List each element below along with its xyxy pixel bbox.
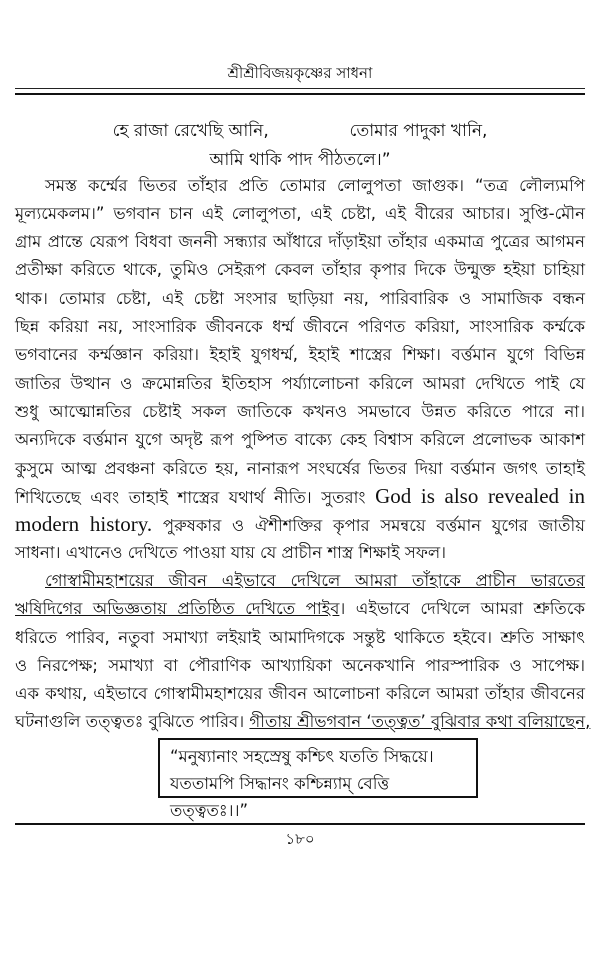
verse-part-2: তোমার পাদুকা খানি, (349, 121, 488, 141)
body-text: ঘটনাগুলি তত্ত্বতঃ বুঝিতে পারিব। (15, 712, 245, 731)
body-line: ধরিতে পারিব, নতুবা সমাখ্যা লইয়াই আমাদিগকে সন্তুষ্ট থাকিতে হইবে। শ্রুতি সাক্ষাৎ (15, 628, 585, 647)
body-line: ছিন্ন করিয়া নয়, সাংসারিক জীবনকে ধর্ম্ম জীবনে পরিণত করিয়া, সাংসারিক কর্ম্মকে (15, 317, 585, 336)
body-line: জাতির উত্থান ও ক্রমোন্নতির ইতিহাস পর্য্যালোচনা করিলে আমরা দেখিতে পাই যে (15, 374, 585, 393)
body-line: প্রতীক্ষা করিতে থাকে, তুমিও সেইরূপ কেবল তাঁহার কৃপার দিকে উন্মুক্ত হইয়া চাহিয়া (15, 260, 585, 279)
body-line (15, 711, 591, 733)
quote-box (158, 738, 478, 820)
header-rule (15, 88, 585, 89)
verse-line-1 (0, 118, 600, 146)
body-line: সমস্ত কর্ম্মের ভিতর তাঁহার প্রতি তোমার লোলুপতা জাগুক। “তত্র লৌল্যমপি (45, 176, 585, 195)
page-number: ১৮০ (285, 830, 315, 848)
body-line (15, 485, 585, 509)
body-line: সাধনা। এখানেও দেখিতে পাওয়া যায় যে প্রাচীন শাস্ত্র শিক্ষাই সফল। (15, 543, 447, 562)
verse-part-1: হে রাজা রেখেছি আনি, (112, 121, 269, 141)
running-header: শ্রীশ্রীবিজয়কৃষ্ণের সাধনা (227, 64, 373, 82)
body-line: গ্রাম প্রান্তে যেরূপ বিধবা জননী সন্ধ্যার আঁধারে দাঁড়াইয়া তাঁহার একমাত্র পুত্রের আগমন (15, 232, 585, 251)
underlined-text: ঋষিদিগের অভিজ্ঞতায় প্রতিষ্ঠিত দেখিতে পাইব (15, 599, 340, 618)
english-text: modern history. (15, 512, 153, 536)
underlined-text: গোস্বামীমহাশয়ের জীবন এইভাবে দেখিলে আমরা তাঁহাকে প্রাচীন ভারতের (45, 571, 585, 590)
body-text: শিখিতেছে এবং তাহাই শাস্ত্রের যথার্থ নীতি। সুতরাং (15, 488, 366, 507)
body-line: অন্যদিকে বর্ত্তমান যুগে অদৃষ্ট রূপ পুষ্পিত বাক্যে কেহ বিশ্বাস করিলে প্রলোভক আকাশ (15, 430, 585, 449)
body-line: কুসুমে আত্ম প্রবঞ্চনা করিতে হয়, নানারূপ সংঘর্ষের ভিতর দিয়া বর্ত্তমান জগৎ তাহাই (15, 459, 585, 478)
verse-line-2: আমি থাকি পাদ পীঠতলে।” (209, 150, 391, 170)
footer-rule (15, 823, 585, 825)
body-line: মূল্যমেকলম।” ভগবান চান এই লোলুপতা, এই চেষ্টা, এই বীরের আচার। সুপ্তি-মৌন (15, 204, 585, 223)
underlined-text: গীতায় শ্রীভগবান ‘তত্ত্বত’ বুঝিবার কথা বলিয়াছেন, (249, 712, 591, 731)
body-line: ভগবানের কর্ম্মজ্ঞান করিয়া। ইহাই যুগধর্ম্ম, ইহাই শাস্ত্রের শিক্ষা। বর্ত্তমান যুগে বিভিন্ন (15, 345, 585, 364)
quote-line-2: যততামপি সিদ্ধানং কশ্চিন্ন্যাম্ বেত্তি তত্ত্বতঃ।।” (170, 774, 390, 820)
body-text: । এইভাবে দেখিলে আমরা শ্রুতিকে (339, 599, 585, 618)
body-text: পুরুষকার ও ঐশীশক্তির কৃপার সমন্বয়ে বর্ত্তমান যুগের জাতীয় (162, 516, 585, 535)
body-line: এক কথায়, এইভাবে গোস্বামীমহাশয়ের জীবন আলোচনা করিলে আমরা তাঁহার জীবনের (15, 684, 585, 703)
body-line (15, 513, 585, 537)
header-rule-thick (15, 93, 585, 95)
body-line: শুধু আত্মোন্নতির চেষ্টাই সকল জাতিকে কখনও সমভাবে উন্নত করিতে পারে না। (15, 402, 585, 421)
body-line: ও নিরপেক্ষ; সমাখ্যা বা পৌরাণিক আখ্যায়িকা অনেকখানি পারস্পারিক ও সাপেক্ষ। (15, 656, 585, 675)
body-line: থাক। তোমার চেষ্টা, এই চেষ্টা সংসার ছাড়িয়া নয়, পারিবারিক ও সামাজিক বন্ধন (15, 289, 585, 308)
body-line (15, 598, 585, 620)
english-text: God is also revealed in (375, 484, 586, 508)
quote-line-1: “মনুষ্যানাং সহস্রেষু কশ্চিৎ যততি সিদ্ধয়ে। (170, 747, 434, 766)
body-line (15, 570, 585, 592)
